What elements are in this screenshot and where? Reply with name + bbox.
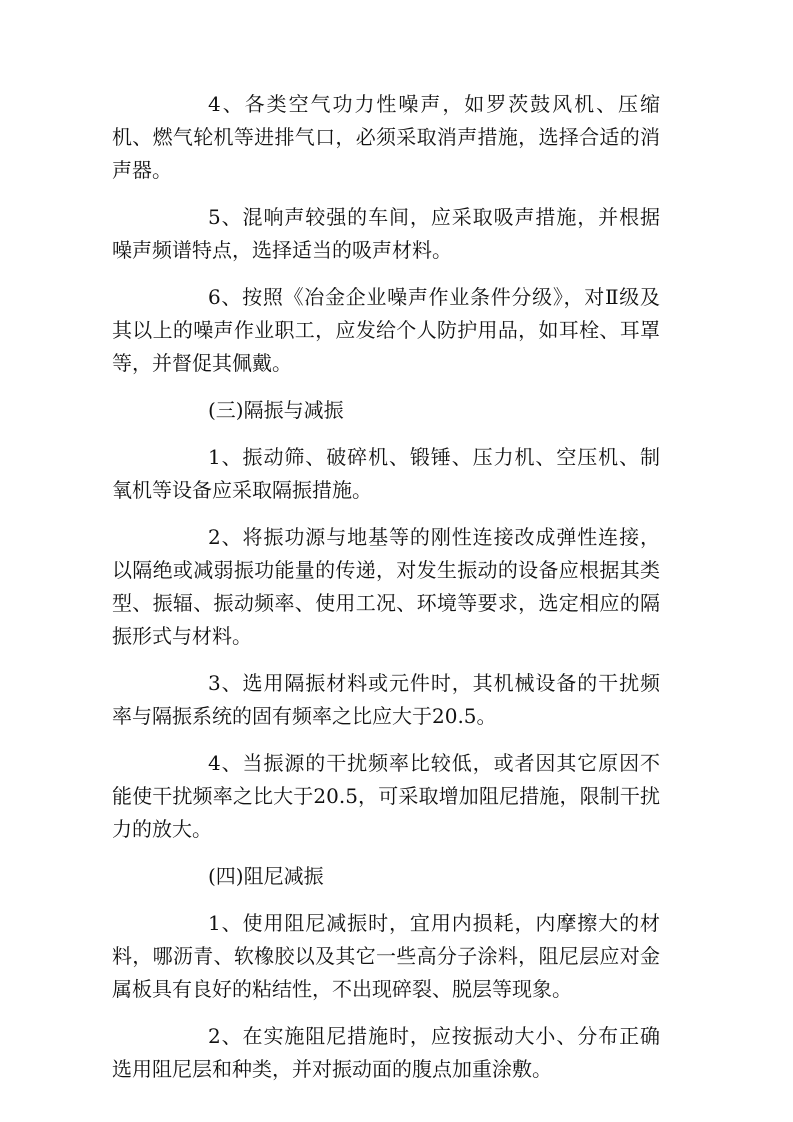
- paragraph-item-1-isolation-equipment: 1、振动筛、破碎机、锻锤、压力机、空压机、制氧机等设备应采取隔振措施。: [112, 445, 660, 502]
- paragraph-item-2-elastic-connection: 2、将振功源与地基等的刚性连接改成弹性连接，以隔绝或减弱振功能量的传递，对发生振动的设备应根据其类型、振辐、振动频率、使用工况、环境等要求，选定相应的隔振形式与材料。: [112, 525, 660, 648]
- paragraph-item-1-damping-materials: 1、使用阻尼减振时，宜用内损耗，内摩擦大的材料，哪沥青、软橡胶以及其它一些高分子涂料，阻尼层应对金属板具有良好的粘结性，不出现碎裂、脱层等现象。: [112, 911, 660, 1001]
- paragraph-item-2-damping-application: 2、在实施阻尼措施时，应按振动大小、分布正确选用阻尼层和种类，并对振动面的腹点加重涂敷。: [112, 1024, 660, 1081]
- paragraph-item-3-frequency-ratio: 3、选用隔振材料或元件时，其机械设备的干扰频率与隔振系统的固有频率之比应大于20.5。: [112, 671, 660, 728]
- paragraph-item-6-protective-equipment: 6、按照《冶金企业噪声作业条件分级》，对Ⅱ级及其以上的噪声作业职工，应发给个人防护用品，如耳栓、耳罩等，并督促其佩戴。: [112, 285, 660, 375]
- document-body: [112, 88, 660, 1100]
- paragraph-item-4-damping-measures: 4、当振源的干扰频率比较低，或者因其它原因不能使干扰频率之比大于20.5，可采取增加阻尼措施，限制干扰力的放大。: [112, 751, 660, 841]
- paragraph-item-4-air-noise: 4、各类空气功力性噪声，如罗茨鼓风机、压缩机、燃气轮机等进排气口，必须采取消声措施，选择合适的消声器。: [112, 92, 660, 182]
- section-heading-damping: (四)阻尼减振: [208, 864, 324, 888]
- section-heading-vibration-isolation: (三)隔振与减振: [208, 398, 344, 422]
- paragraph-item-5-sound-absorption: 5、混响声较强的车间，应采取吸声措施，并根据噪声频谱特点，选择适当的吸声材料。: [112, 205, 660, 262]
